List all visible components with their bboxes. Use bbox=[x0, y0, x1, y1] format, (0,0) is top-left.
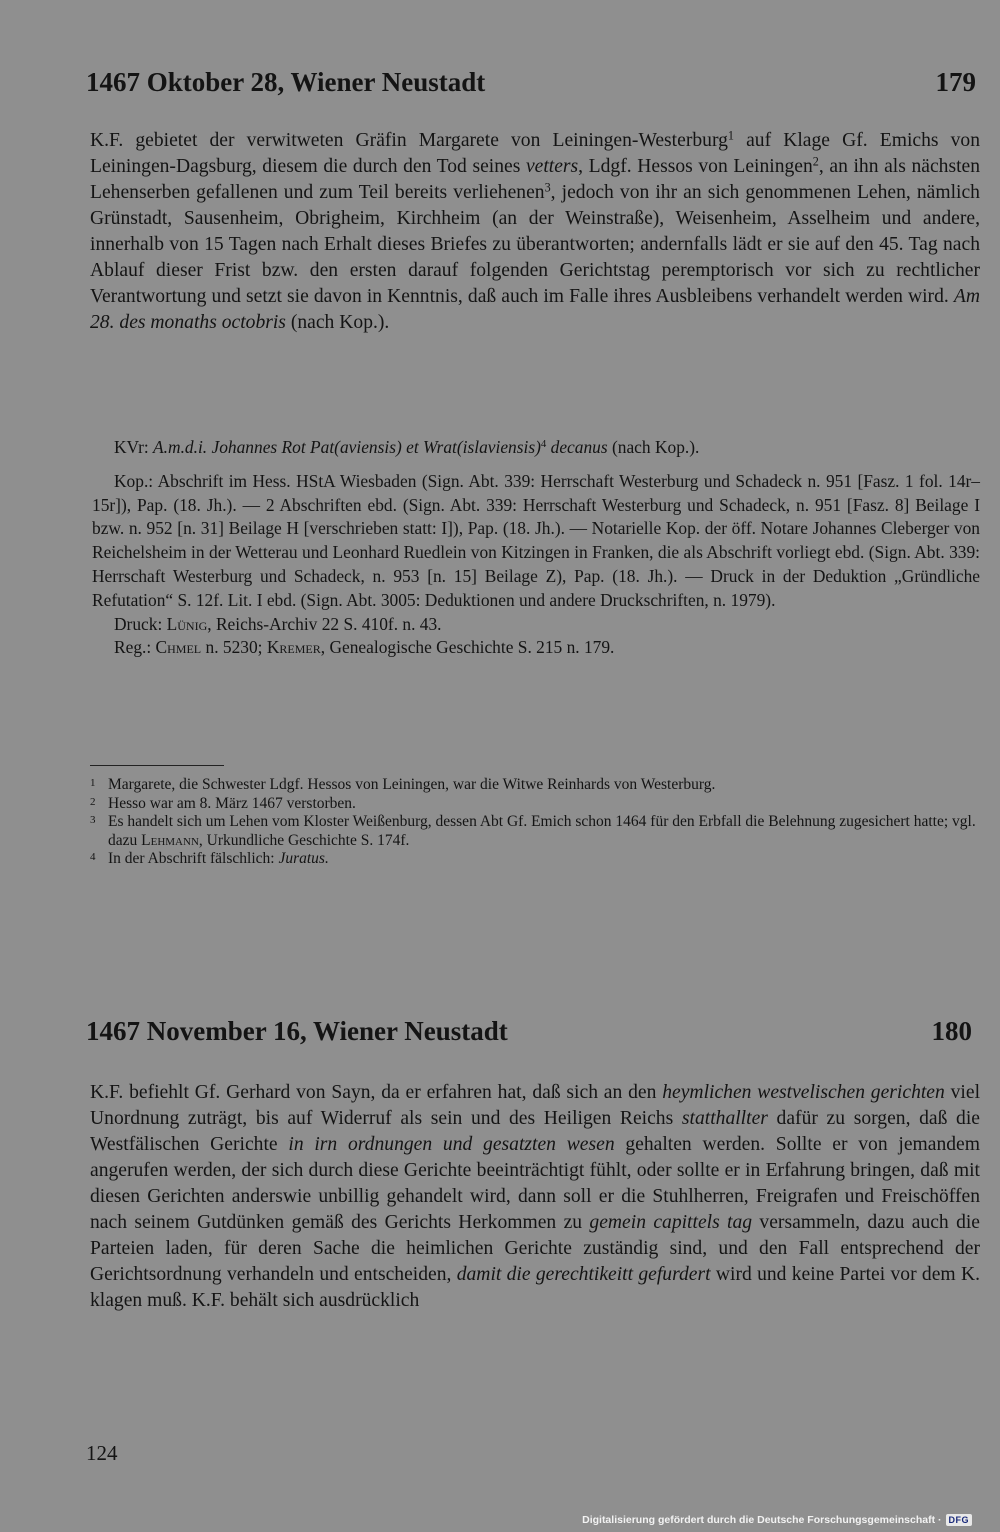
doc180-heading bbox=[86, 1015, 980, 1047]
regest-text: auf Klage Gf. Emichs von Leiningen-Dagsburg, diesem die durch den Tod seines bbox=[90, 130, 981, 177]
footer-text: Digitalisierung gefördert durch die Deutsche Forschungsgemeinschaft · bbox=[582, 1514, 942, 1526]
regest-text: K.F. gebietet der verwitweten Gräfin Margarete von Leiningen-Westerburg bbox=[90, 130, 728, 151]
dfg-footer bbox=[582, 1514, 972, 1526]
regest-text: K.F. befiehlt Gf. Gerhard von Sayn, da er erfahren hat, daß sich an den bbox=[90, 1082, 663, 1103]
regest-quote: gemein capittels tag bbox=[589, 1212, 753, 1233]
regest-text: versammeln, dazu auch die Parteien laden, für deren Sache die heimlichen Gerichte zuständig sind, und den Fall entsprechend der Gerichtsordnung verhandeln und entscheiden, bbox=[90, 1212, 981, 1285]
regest-text: gehalten werden. Sollte er von jemandem angerufen werden, der sich durch diese Gerichte beeinträchtigt fühlt, oder sollte er in Erfahrung bringen, daß mit diesen Gerichten anderswie unbillig gehandelt wird, dann soll er die Stuhlherren, Freigrafen und Freischöffen nach seinem Gutdünken gemäß des Gerichts Herkommen zu bbox=[90, 1134, 980, 1233]
regest-quote: damit die gerechtikeitt gefurdert bbox=[456, 1264, 711, 1285]
author-name: Chmel bbox=[155, 637, 202, 658]
kvr-label: KVr: bbox=[114, 437, 154, 457]
footnote-text bbox=[108, 813, 980, 850]
footnote bbox=[90, 795, 980, 814]
regest-text: , an ihn als nächsten Lehenserben gefallenen und zum Teil bereits verliehenen bbox=[90, 156, 981, 203]
regest-text: (nach Kop.). bbox=[285, 312, 390, 333]
footnote-quote: Juratus. bbox=[278, 850, 329, 868]
footnote-ref: 4 bbox=[540, 438, 547, 451]
author-name: Lehmann bbox=[141, 831, 199, 849]
footnote-text bbox=[108, 850, 980, 869]
footnote bbox=[90, 776, 980, 795]
doc180-title: 1467 November 16, Wiener Neustadt bbox=[86, 1016, 508, 1046]
regest-text: , Ldgf. Hessos von Leiningen bbox=[578, 156, 813, 177]
footnote-text-part: In der Abschrift fälschlich: bbox=[108, 850, 279, 868]
footnote-text-part: , Urkundliche Geschichte S. 174f. bbox=[198, 831, 410, 849]
regest-text: viel Unordnung zuträgt, bis auf Widerruf als sein und des Heiligen Reichs bbox=[90, 1082, 981, 1129]
page-number: 124 bbox=[86, 1441, 118, 1465]
footnote-mark: 3 bbox=[90, 814, 96, 827]
author-name: Lünig bbox=[166, 613, 208, 634]
footnote-text-part: Es handelt sich um Lehen vom Kloster Weißenburg, dessen Abt Gf. Emich schon 1464 für den Erbfall die Belehnung zugesichert hatte; vgl. dazu bbox=[108, 813, 976, 849]
druck-ref: , Reichs-Archiv 22 S. 410f. n. 43. bbox=[207, 613, 442, 634]
footnote-text: Margarete, die Schwester Ldgf. Hessos von Leiningen, war die Witwe Reinhards von Westerburg. bbox=[108, 776, 716, 793]
footnote-text: Hesso war am 8. März 1467 verstorben. bbox=[108, 794, 356, 812]
doc179-title: 1467 Oktober 28, Wiener Neustadt bbox=[86, 67, 486, 97]
author-name: Kremer bbox=[266, 637, 321, 658]
doc179-apparatus bbox=[92, 436, 980, 660]
regest-text: wird und keine Partei vor dem K. klagen muß. K.F. behält sich ausdrücklich bbox=[90, 1264, 980, 1311]
doc180-number: 180 bbox=[931, 1016, 972, 1046]
footnote-mark: 4 bbox=[90, 851, 96, 864]
doc179-footnotes bbox=[90, 776, 980, 869]
kvr-text: decanus bbox=[546, 437, 608, 457]
doc180-regest bbox=[90, 1080, 980, 1314]
kvr-source: (nach Kop.). bbox=[607, 437, 700, 457]
doc179-regest bbox=[90, 128, 980, 336]
kopie-note: Kop.: Abschrift im Hess. HStA Wiesbaden (Sign. Abt. 339: Herrschaft Westerburg und Schadeck n. 951 [Fasz. 1 fol. 14r–15r]), Pap. (18. Jh.). — 2 Abschriften ebd. (Sign. Abt. 339: Herrschaft Westerburg und Schadeck, n. 951 [Fasz. 8] Beilage I bzw. n. 952 [n. 31] Beilage H [verschrieben statt: I]), Pap. (18. Jh.). — Notarielle Kop. der öff. Notare Johannes Cleberger von Reichelsheim in der Wetterau und Leonhard Ruedlein von Kitzingen in Franken, die als Abschrift vorliegt ebd. (Sign. Abt. 339: Herrschaft Westerburg und Schadeck, n. 953 [n. 15] Beilage Z), Pap. (18. Jh.). — Druck in der Deduktion „Gründliche Refutation“ S. 12f. Lit. I ebd. (Sign. Abt. 3005: Deduktionen und andere Druckschriften, n. 1979). bbox=[92, 470, 980, 610]
footnote-ref: 2 bbox=[812, 154, 819, 169]
regest-quote: statthallter bbox=[681, 1108, 768, 1129]
footnote-divider bbox=[90, 765, 224, 766]
kvr-text: A.m.d.i. Johannes Rot Pat(aviensis) et Wrat(islaviensis) bbox=[153, 437, 541, 457]
footnote bbox=[90, 813, 980, 850]
dfg-logo-icon: DFG bbox=[946, 1514, 973, 1526]
reg-ref: , Genealogische Geschichte S. 215 n. 179. bbox=[320, 637, 615, 658]
footnote-mark: 1 bbox=[90, 777, 96, 789]
reg-label: Reg.: bbox=[114, 637, 156, 658]
doc179-number: 179 bbox=[935, 67, 976, 97]
footnote-ref: 1 bbox=[727, 128, 734, 143]
regest-quote: in irn ordnungen und gesatzten wesen bbox=[288, 1134, 615, 1155]
reg-ref: n. 5230; bbox=[201, 637, 267, 658]
footnote-ref: 3 bbox=[544, 180, 551, 195]
regest-note bbox=[92, 636, 980, 660]
regest-quote: heymlichen westvelischen gerichten bbox=[662, 1082, 945, 1103]
footnote bbox=[90, 850, 980, 869]
footnote-mark: 2 bbox=[90, 795, 96, 808]
kanzleivermerk bbox=[92, 436, 980, 460]
regest-text: dafür zu sorgen, daß die Westfälischen Gerichte bbox=[90, 1108, 980, 1155]
dating-quote: Am 28. des monaths octobris bbox=[90, 286, 980, 333]
regest-text: , jedoch von ihr an sich genommenen Lehen, nämlich Grünstadt, Sausenheim, Obrigheim, Kirchheim (an der Weinstraße), Weisenheim, Asselheim und andere, innerhalb von 15 Tagen nach Erhalt dieses Briefes zu überantworten; andernfalls lädt er sie auf den 45. Tag nach Ablauf dieser Frist bzw. den ersten darauf folgenden Gerichtstag peremptorisch vor sich zu rechtlicher Verantwortung und setzt sie davon in Kenntnis, daß auch im Falle ihres Ausbleibens verhandelt werden wird. bbox=[90, 182, 980, 307]
regest-quote: vetters bbox=[525, 156, 579, 177]
doc179-heading bbox=[86, 66, 980, 98]
druck-note bbox=[92, 613, 980, 637]
druck-label: Druck: bbox=[114, 613, 167, 634]
